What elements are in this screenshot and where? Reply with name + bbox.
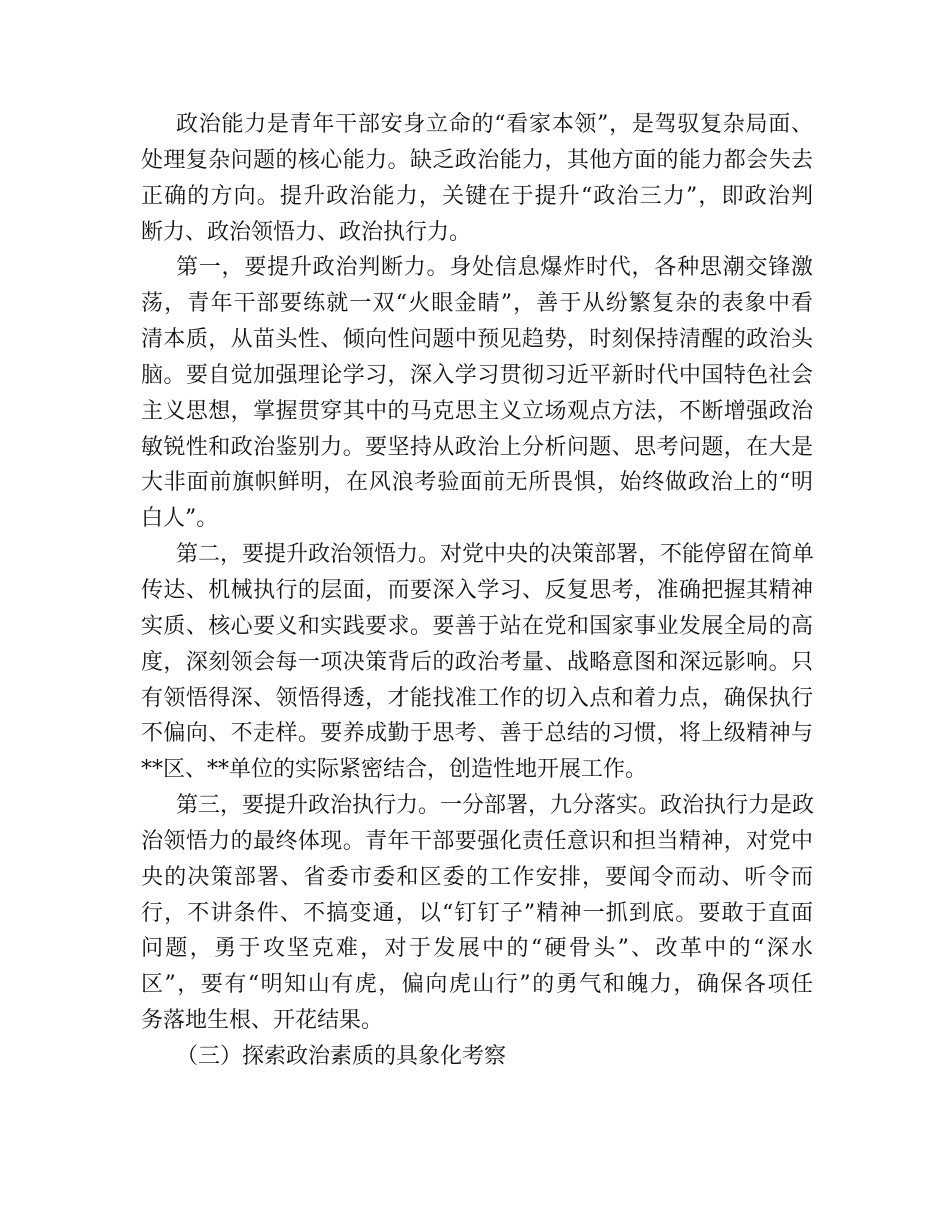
text-line: 治领悟力的最终体现。青年干部要强化责任意识和担当精神，对党中 [141,828,813,854]
text-line: 政治能力是青年干部安身立命的“看家本领”，是驾驭复杂局面、 [176,112,813,137]
text-line: **区、**单位的实际紧密结合，创造性地开展工作。 [141,757,648,783]
paragraph-intro [141,107,813,250]
text-line: 度，深刻领会每一项决策背后的政治考量、战略意图和深远影响。只 [141,649,813,675]
text-line: 第一，要提升政治判断力。身处信息爆炸时代，各种思潮交锋激 [176,255,813,281]
text-line: 不偏向、不走样。要养成勤于思考、善于总结的习惯，将上级精神与 [141,721,813,747]
text-line: 处理复杂问题的核心能力。缺乏政治能力，其他方面的能力都会失去 [141,147,813,173]
text-line: 问题，勇于攻坚克难，对于发展中的“硬骨头”、改革中的“深水 [141,936,813,962]
text-line: 务落地生根、开花结果。 [141,1008,384,1034]
text-line: 区”，要有“明知山有虎，偏向虎山行”的勇气和魄力，确保各项任 [141,972,813,998]
text-line: 第三，要提升政治执行力。一分部署，九分落实。政治执行力是政 [176,793,815,819]
text-line: 有领悟得深、领悟得透，才能找准工作的切入点和着力点，确保执行 [141,685,813,711]
text-line: 敏锐性和政治鉴别力。要坚持从政治上分析问题、思考问题，在大是 [141,434,813,460]
paragraph-first-political-judgment [141,250,813,537]
text-line: 大非面前旗帜鲜明，在风浪考验面前无所畏惧，始终做政治上的“明 [141,470,813,496]
text-line: 实质、核心要义和实践要求。要善于站在党和国家事业发展全局的高 [141,613,813,639]
text-line: 主义思想，掌握贯穿其中的马克思主义立场观点方法，不断增强政治 [141,398,813,424]
text-line: 央的决策部署、省委市委和区委的工作安排，要闻令而动、听令而 [141,864,813,890]
text-line: 传达、机械执行的层面，而要深入学习、反复思考，准确把握其精神 [141,577,813,603]
section-heading: （三）探索政治素质的具象化考察 [176,1043,507,1069]
paragraph-second-political-comprehension [141,537,813,788]
text-line: 正确的方向。提升政治能力，关键在于提升“政治三力”，即政治判 [141,183,813,209]
paragraph-third-political-execution [141,788,813,1039]
text-line: 第二，要提升政治领悟力。对党中央的决策部署，不能停留在简单 [176,542,815,568]
text-line: 清本质，从苗头性、倾向性问题中预见趋势，时刻保持清醒的政治头 [141,327,813,353]
text-line: 断力、政治领悟力、政治执行力。 [141,219,472,245]
text-line: 行，不讲条件、不搞变通，以“钉钉子”精神一抓到底。要敢于直面 [141,900,813,926]
document-body [141,107,813,1075]
text-line: 荡，青年干部要练就一双“火眼金睛”，善于从纷繁复杂的表象中看 [141,291,813,317]
text-line: 白人”。 [141,506,219,532]
text-line: 脑。要自觉加强理论学习，深入学习贯彻习近平新时代中国特色社会 [141,362,813,388]
